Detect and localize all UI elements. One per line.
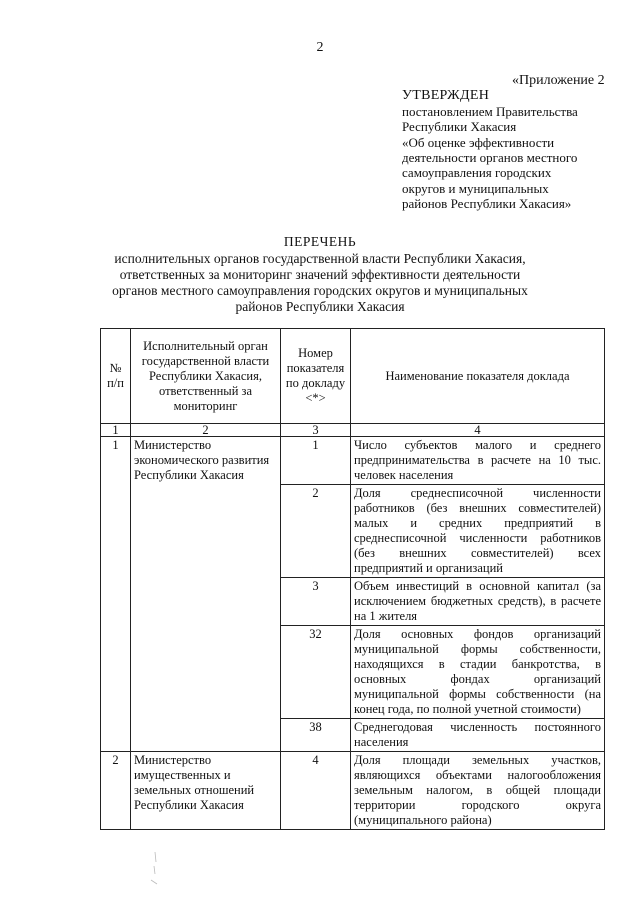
- approval-line: Республики Хакасия: [402, 119, 517, 135]
- column-number: 1: [101, 424, 131, 437]
- header-num: № п/п: [101, 329, 131, 424]
- column-number: 3: [281, 424, 351, 437]
- subtitle-line: исполнительных органов государственной власти Республики Хакасия,: [114, 251, 526, 266]
- approval-line: самоуправления городских: [402, 165, 552, 181]
- column-number: 2: [131, 424, 281, 437]
- indicator-name: Число субъектов малого и среднего предпринимательства в расчете на 10 тыс. человек населения: [351, 437, 605, 485]
- header-indicator-name: Наименование показателя доклада: [351, 329, 605, 424]
- approval-line: округов и муниципальных: [402, 180, 549, 196]
- organ-name: Министерство экономического развития Республики Хакасия: [131, 437, 281, 752]
- approved-label: УТВЕРЖДЕН: [402, 88, 490, 104]
- indicator-name: Доля основных фондов организаций муниципальной формы собственности, находящихся в стадии банкротства, в основных фондах организаций муниципальной формы собственности (на конец года, по полной учетной стоимости): [351, 626, 605, 719]
- indicator-num: 4: [281, 752, 351, 830]
- indicator-name: Среднегодовая численность постоянного населения: [351, 719, 605, 752]
- approval-block: [402, 73, 622, 212]
- indicator-num: 2: [281, 485, 351, 578]
- subtitle-line: ответственных за мониторинг значений эффективности деятельности: [119, 267, 521, 282]
- approval-line: постановлением Правительства: [402, 103, 578, 119]
- row-num: 2: [101, 752, 131, 830]
- organ-name: Министерство имущественных и земельных отношений Республики Хакасия: [131, 752, 281, 830]
- indicator-num: 38: [281, 719, 351, 752]
- header-row: [101, 329, 605, 424]
- indicator-name: Доля площади земельных участков, являющихся объектами налогообложения земельным налогом, в общей площади территории городского округа (муниципального района): [351, 752, 605, 830]
- indicator-name: Доля среднесписочной численности работников (без внешних совместителей) малых и средних предприятий в среднесписочной численности работников (без внешних совместителей) всех предприятий и организаций: [351, 485, 605, 578]
- subtitle-line: районов Республики Хакасия: [235, 299, 405, 314]
- indicator-name: Объем инвестиций в основной капитал (за исключением бюджетных средств), в расчете на 1 жителя: [351, 578, 605, 626]
- list-title: ПЕРЕЧЕНЬ: [283, 234, 357, 249]
- approval-line: районов Республики Хакасия»: [402, 196, 572, 212]
- indicator-num: 32: [281, 626, 351, 719]
- monitoring-table: [100, 328, 605, 830]
- subtitle-line: органов местного самоуправления городских округов и муниципальных: [112, 283, 528, 298]
- approval-line: «Об оценке эффективности: [402, 134, 555, 150]
- table-row: [101, 437, 605, 485]
- approval-line: деятельности органов местного: [402, 150, 578, 166]
- header-indicator-num: Номер показателя по докладу <*>: [281, 329, 351, 424]
- row-num: 1: [101, 437, 131, 752]
- list-subtitle: [100, 251, 540, 315]
- faint-mark-icon: [148, 850, 162, 890]
- header-organ: Исполнительный орган государственной власти Республики Хакасия, ответственный за мониторинг: [131, 329, 281, 424]
- table-row: [101, 752, 605, 830]
- column-number-row: [101, 424, 605, 437]
- indicator-num: 3: [281, 578, 351, 626]
- column-number: 4: [351, 424, 605, 437]
- page-number: 2: [316, 40, 324, 55]
- indicator-num: 1: [281, 437, 351, 485]
- appendix-label: «Приложение 2: [512, 73, 605, 88]
